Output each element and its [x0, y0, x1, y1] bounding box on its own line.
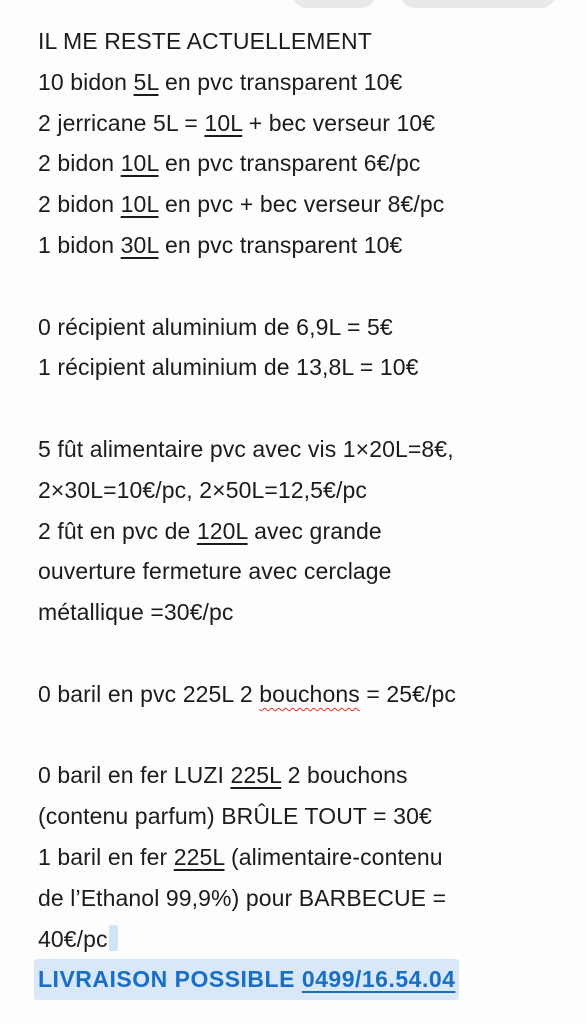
note-line-8: 5 fût alimentaire pvc avec vis 1×20L=8€,: [38, 435, 454, 462]
note-line-17: de l’Ethanol 99,9%) pour BARBECUE =: [38, 884, 447, 911]
note-line-18: 40€/pc: [38, 919, 578, 960]
underlined-volume: 10L: [120, 150, 159, 177]
top-bar-button-left[interactable]: [292, 0, 376, 8]
underlined-volume: 5L: [133, 68, 159, 95]
blank-line: [38, 715, 578, 756]
underlined-volume: 225L: [173, 843, 225, 870]
phone-link[interactable]: 0499/16.54.04: [301, 966, 456, 993]
text-cursor[interactable]: [109, 925, 118, 951]
blank-line: [38, 633, 578, 674]
note-heading: IL ME RESTE ACTUELLEMENT: [38, 28, 372, 54]
note-line-10: 2 fût en pvc de 120L avec grande: [38, 517, 382, 544]
delivery-label: LIVRAISON POSSIBLE: [38, 966, 302, 993]
note-line-12: métallique =30€/pc: [38, 599, 234, 626]
note-line-2: 2 jerricane 5L = 10L + bec verseur 10€: [38, 109, 436, 136]
underlined-volume: 10L: [204, 109, 243, 136]
note-text-area[interactable]: [38, 21, 578, 1000]
underlined-volume: 120L: [196, 517, 248, 544]
note-line-7: 1 récipient aluminium de 13,8L = 10€: [38, 354, 419, 381]
underlined-volume: 10L: [120, 191, 159, 218]
delivery-highlight: [34, 959, 459, 1000]
underlined-volume: 225L: [230, 762, 282, 789]
underlined-volume: 30L: [120, 231, 159, 258]
note-line-11: ouverture fermeture avec cerclage: [38, 558, 392, 585]
top-bar-button-right[interactable]: [400, 0, 556, 8]
note-line-6: 0 récipient aluminium de 6,9L = 5€: [38, 313, 393, 340]
blank-line: [38, 388, 578, 429]
spellcheck-word[interactable]: bouchons: [259, 680, 360, 707]
note-line-15: (contenu parfum) BRÛLE TOUT = 30€: [38, 803, 432, 830]
blank-line: [38, 266, 578, 307]
note-line-3: 2 bidon 10L en pvc transparent 6€/pc: [38, 150, 421, 177]
note-line-4: 2 bidon 10L en pvc + bec verseur 8€/pc: [38, 191, 445, 218]
delivery-line: [38, 959, 578, 1000]
note-line-1: 10 bidon 5L en pvc transparent 10€: [38, 68, 403, 95]
note-line-13: 0 baril en pvc 225L 2 bouchons = 25€/pc: [38, 680, 457, 707]
note-line-16: 1 baril en fer 225L (alimentaire-contenu: [38, 843, 443, 870]
note-line-9: 2×30L=10€/pc, 2×50L=12,5€/pc: [38, 476, 367, 503]
note-line-5: 1 bidon 30L en pvc transparent 10€: [38, 231, 403, 258]
note-line-14: 0 baril en fer LUZI 225L 2 bouchons: [38, 762, 408, 789]
